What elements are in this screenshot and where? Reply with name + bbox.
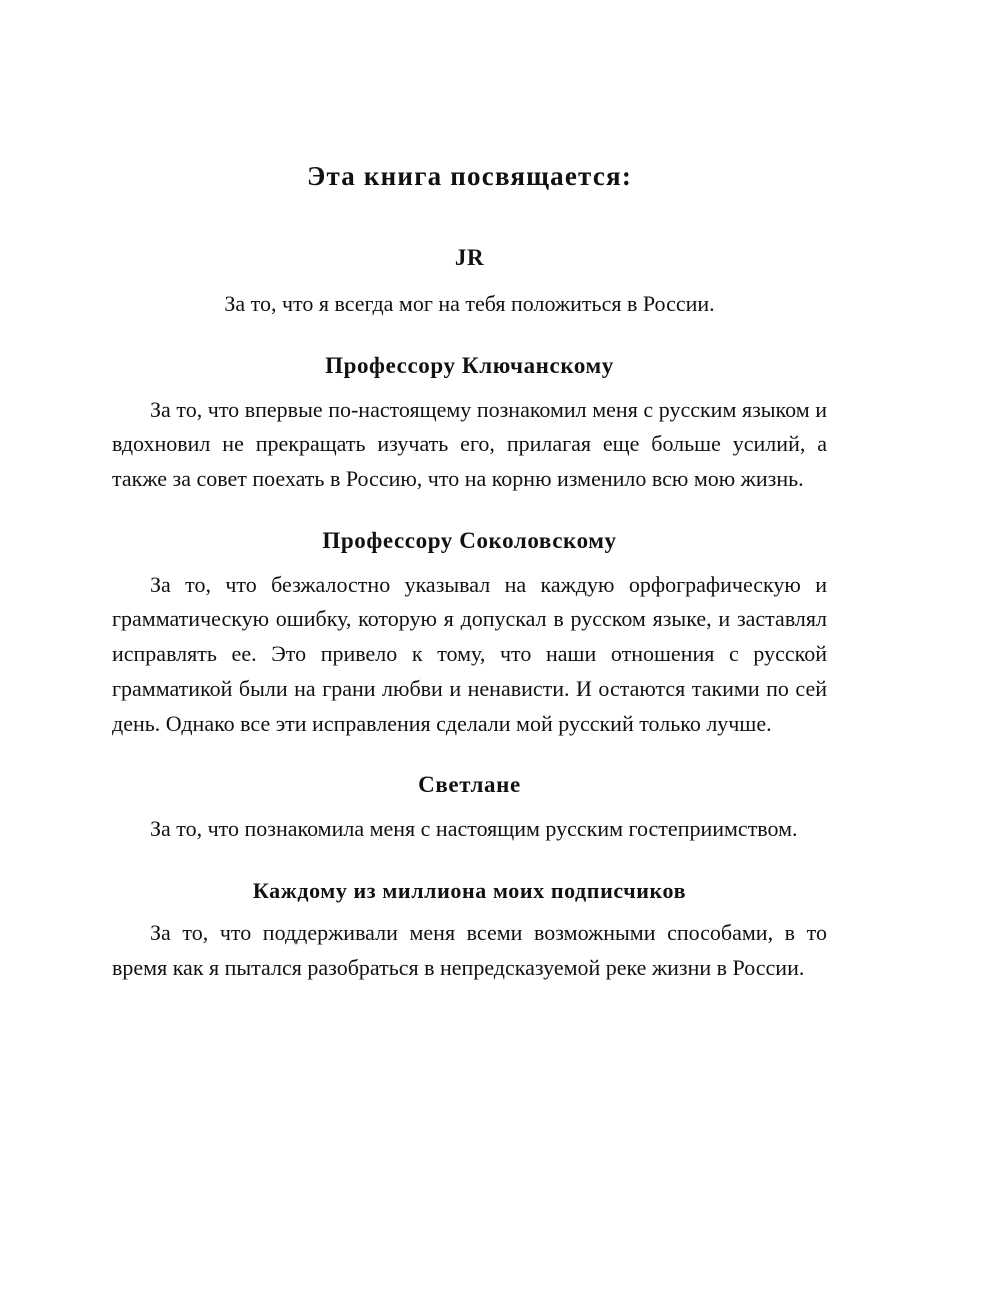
dedication-entry [112, 877, 827, 986]
dedication-entry-heading: Профессору Соколовскому [322, 527, 617, 553]
dedication-entry [112, 352, 827, 497]
dedication-block [112, 160, 827, 1012]
dedication-entry [112, 771, 827, 847]
dedication-entry-body: За то, что безжалостно указывал на каждую орфографическую и грамматическую ошибку, которую я допускал в русском языке, и заставлял исправлять ее. Это привело к тому, что наши отношения с русской грамматикой были на грани любви и ненависти. И остаются такими по сей день. Однако все эти исправления сделали мой русский только лучше. [112, 571, 827, 736]
dedication-entry [112, 527, 827, 742]
dedication-entry-body: За то, что поддерживали меня всеми возможными способами, в то время как я пытался разобраться в непредсказуемой реке жизни в России. [112, 920, 827, 981]
dedication-entry-body: За то, что познакомила меня с настоящим русским гостеприимством. [150, 816, 798, 842]
dedication-entry-body: За то, что я всегда мог на тебя положиться в России. [224, 291, 715, 317]
dedication-entry-heading: Светлане [418, 772, 521, 798]
dedication-entry-heading: JR [454, 245, 485, 271]
dedication-entry-heading: Профессору Ключанскому [325, 352, 614, 378]
page-title: Эта книга посвящается: [306, 161, 633, 191]
dedication-entry-body: За то, что впервые по-настоящему познакомил меня с русским языком и вдохновил не прекращать изучать его, прилагая еще больше усилий, а также за совет поехать в Россию, что на корню изменило всю мою жизнь. [112, 396, 827, 492]
dedication-entry-heading: Каждому из миллиона моих подписчиков [252, 877, 687, 903]
dedication-entry [112, 244, 827, 322]
